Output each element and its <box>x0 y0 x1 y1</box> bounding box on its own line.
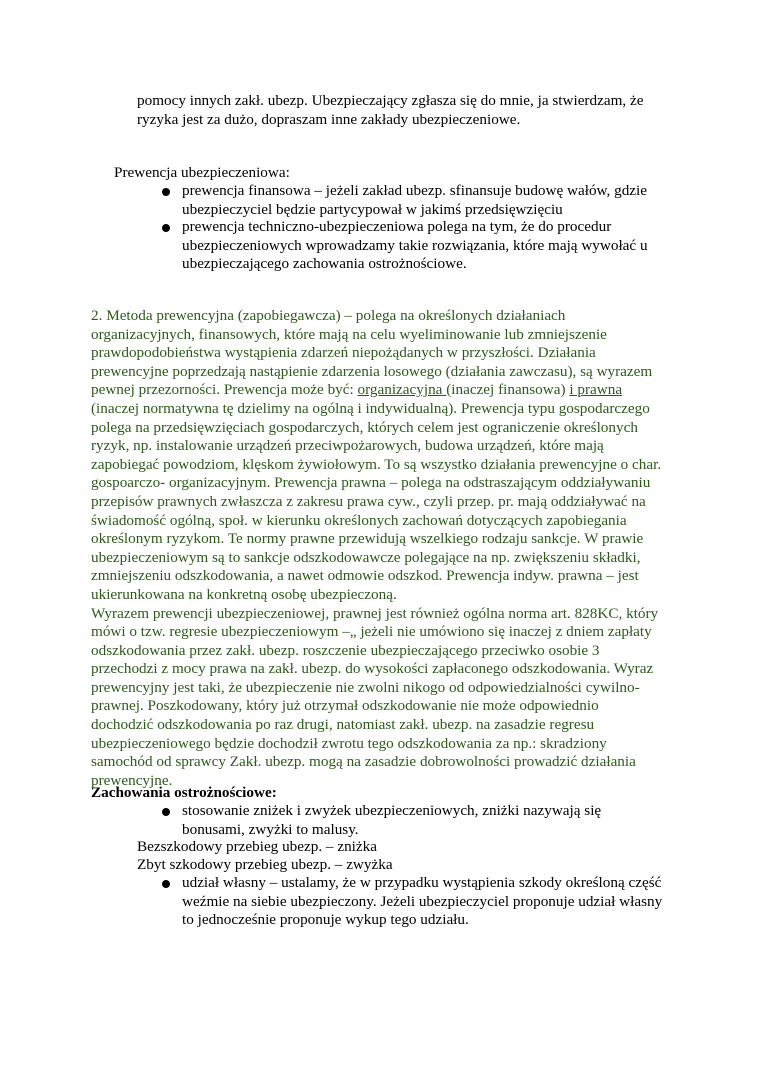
text-line: organizacyjnych, finansowych, które mają na celu wyeliminowanie lub zmniejszenie <box>91 325 607 343</box>
text-line: zapobiegać powodziom, klęskom żywiołowym. To są wszystko działania prewencyjne o char. <box>91 455 662 473</box>
text-line: ubezpieczyciel będzie partycypował w jakimś przedsięwzięciu <box>182 200 563 218</box>
text-line: określonym ryzykom. Te normy prawne przewidują wszelkiego rodzaju sankcje. W prawie <box>91 530 644 548</box>
text-line: prawdopodobieństwa wystąpienia zdarzeń niepożądanych w przyszłości. Działania <box>91 344 596 362</box>
bullet-icon <box>162 188 170 196</box>
text-line: weźmie na siebie ubezpieczony. Jeżeli ubezpieczyciel proponuje udział własny <box>182 892 663 910</box>
text-line: prewencyjne poprzedzają nastąpienie zdarzenia losowego (działania zawczasu), są wyrazem <box>91 362 653 380</box>
text-line: to jednocześnie proponuje wykup tego udziału. <box>182 911 469 929</box>
text-line: gospoarczo- organizacyjnym. Prewencja prawna – polega na odstraszającym oddziaływaniu <box>91 474 651 492</box>
text-line: świadomość ogólną, społ. w kierunku określonych zachowań dotyczących zapobiegania <box>91 511 627 529</box>
zachowania-heading <box>91 784 277 803</box>
text-line: zmniejszeniu odszkodowania, a nawet odmowie odszkod. Prewencja indyw. prawna – jest <box>91 567 639 585</box>
text-line: prawnej. Poszkodowany, który już otrzymał odszkodowanie nie może odpowiednio <box>91 697 599 715</box>
text-line: 2. Metoda prewencyjna (zapobiegawcza) – polega na określonych działaniach <box>91 307 566 324</box>
prewencja-heading: Prewencja ubezpieczeniowa: <box>114 164 290 181</box>
text-line: prewencja finansowa – jeżeli zakład ubezp. sfinansuje budowę wałów, gdzie <box>182 182 648 199</box>
text-segment: pewnej przezorności. Prewencja może być: <box>91 381 358 399</box>
list-item <box>182 218 648 274</box>
bullet-icon <box>162 808 170 816</box>
text-line: pomocy innych zakł. ubezp. Ubezpieczający zgłasza się do mnie, ja stwierdzam, że <box>137 92 644 109</box>
list-item <box>182 182 647 219</box>
text-line: ubezpieczeniowego będzie dochodził zwrotu tego odszkodowania za np.: skradziony <box>91 734 607 752</box>
heading-text: Zachowania ostrożnościowe: <box>91 784 277 801</box>
text-line: przepisów prawnych zwłaszcza z zakresu prawa cyw., czyli przep. pr. mają oddziaływać na <box>91 492 646 510</box>
list-item <box>182 802 601 839</box>
text-line: prewencyjny jest taki, że ubezpieczenie nie zwolni nikogo od odpowiedzialności cywilno- <box>91 678 640 696</box>
text-line: (inaczej normatywna tę dzielimy na ogólną i indywidualną). Prewencja typu gospodarczego <box>91 399 650 417</box>
text-line: bonusami, zwyżki to malusy. <box>182 820 359 838</box>
text-line: Wyrazem prewencji ubezpieczeniowej, prawnej jest również ogólna norma art. 828KC, który <box>91 604 659 622</box>
text-line: ubezpieczeniowym są to sankcje odszkodowawcze polegające na np. zwiększeniu składki, <box>91 548 641 566</box>
text-line: ukierunkowana na konkretną osobę ubezpieczoną. <box>91 585 397 603</box>
list-item <box>182 874 662 930</box>
text-line: prewencyjne. <box>91 771 173 789</box>
text-line: ryzyk, np. instalowanie urządzeń przeciwpożarowych, budowa urządzeń, które mają <box>91 437 604 455</box>
text-line: prewencja techniczno-ubezpieczeniowa polega na tym, że do procedur <box>182 218 612 235</box>
text-line: przechodzi z mocy prawa na zakł. ubezp. do wysokości zapłaconego odszkodowania. Wyraz <box>91 660 654 678</box>
metoda-paragraph <box>91 307 661 790</box>
zbyt-szkodowy-line: Zbyt szkodowy przebieg ubezp. – zwyżka <box>137 856 393 873</box>
text-line: dochodzić odszkodowania po raz drugi, natomiast zakł. ubezp. na zasadzie regresu <box>91 716 595 734</box>
text-line: stosowanie zniżek i zwyżek ubezpieczeniowych, zniżki nazywają się <box>182 802 602 819</box>
text-segment: (inaczej finansowa) <box>446 381 570 399</box>
intro-paragraph <box>137 92 643 129</box>
text-line: odszkodowania przez zakł. ubezp. roszczenie ubezpieczającego przeciwko osobie 3 <box>91 641 600 659</box>
underlined-term: organizacyjna <box>357 381 447 399</box>
bullet-icon <box>162 880 170 888</box>
underlined-term: i prawna <box>569 381 623 399</box>
text-line: mówi o tzw. regresie ubezpieczeniowym –„ jeżeli nie umówiono się inaczej z dniem zapłaty <box>91 623 652 641</box>
text-line: samochód od sprawcy Zakł. ubezp. mogą na zasadzie dobrowolności prowadzić działania <box>91 753 636 771</box>
text-line <box>91 381 661 400</box>
text-line: ryzyka jest za dużo, dopraszam inne zakłady ubezpieczeniowe. <box>137 110 521 128</box>
bullet-icon <box>162 224 170 232</box>
text-line: polega na przedsięwzięciach gospodarczych, których celem jest ograniczenie określonych <box>91 418 638 436</box>
text-line: ubezpieczającego zachowania ostrożnościowe. <box>182 255 467 273</box>
bezszkodowy-line: Bezszkodowy przebieg ubezp. – zniżka <box>137 838 377 855</box>
text-line: ubezpieczeniowych wprowadzamy takie rozwiązania, które mają wywołać u <box>182 236 648 254</box>
text-line: udział własny – ustalamy, że w przypadku wystąpienia szkody określoną część <box>182 874 662 891</box>
